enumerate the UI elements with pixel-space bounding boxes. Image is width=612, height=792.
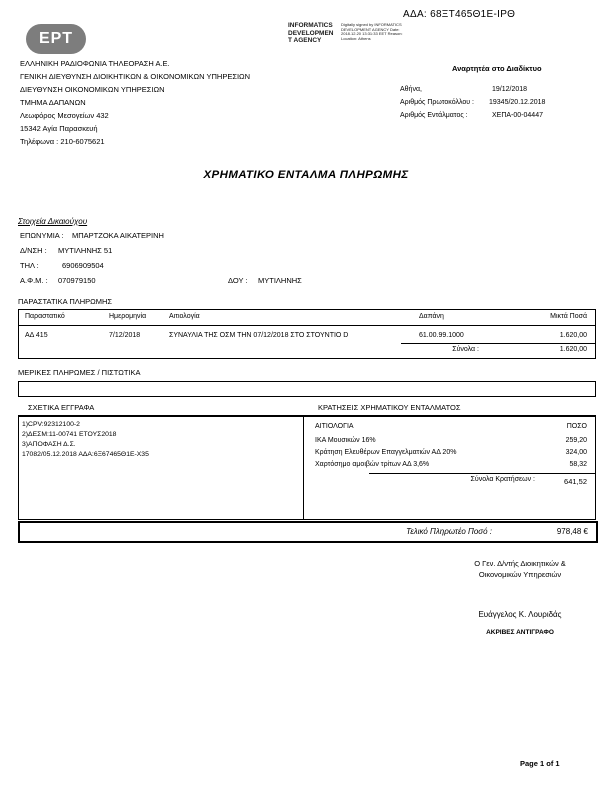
- beneficiary-phone-label: ΤΗΛ :: [20, 261, 39, 270]
- beneficiary-name: ΜΠΑΡΤΖΟΚΑ ΑΙΚΑΤΕΡΙΝΗ: [72, 231, 164, 240]
- signatory-name: Ευάγγελος Κ. Λουριδάς: [478, 610, 562, 619]
- org-name: ΕΛΛΗΝΙΚΗ ΡΑΔΙΟΦΩΝΙΑ ΤΗΛΕΟΡΑΣΗ Α.Ε.: [20, 59, 170, 68]
- city-label: Αθήνα,: [400, 86, 422, 93]
- agency-line: T AGENCY: [288, 37, 322, 44]
- deductions-total-rule: [369, 473, 595, 474]
- ert-logo: EPT: [26, 24, 86, 54]
- partial-payments-heading: ΜΕΡΙΚΕΣ ΠΛΗΡΩΜΕΣ / ΠΙΣΤΩΤΙΚΑ: [18, 368, 141, 377]
- invoice-totals-value: 1.620,00: [559, 346, 587, 353]
- agency-line: INFORMATICS: [288, 22, 333, 29]
- ada-number: ΑΔΑ: 68ΞΤ465Θ1Ε-ΙΡΘ: [403, 9, 516, 20]
- protocol-label: Αριθμός Πρωτοκόλλου :: [400, 99, 474, 106]
- column-divider: [303, 417, 304, 519]
- invoice-row-doc: ΑΔ 415: [25, 332, 48, 339]
- beneficiary-doy: ΜΥΤΙΛΗΝΗΣ: [258, 276, 302, 285]
- beneficiary-name-label: ΕΠΩΝΥΜΙΑ :: [20, 231, 64, 240]
- related-doc-line: 2)ΔΕΣΜ:11-00741 ΕΤΟΥΣ2018: [22, 431, 117, 438]
- related-doc-line: 17082/05.12.2018 ΑΔΑ:6Ξ67465Θ1Ε-Χ35: [22, 451, 149, 458]
- partial-payments-box: [18, 381, 596, 397]
- invoices-table: [18, 309, 596, 359]
- related-doc-line: 3)ΑΠΟΦΑΣΗ Δ.Σ.: [22, 441, 76, 448]
- deduction-row-amount: 259,20: [565, 437, 587, 444]
- table-header-rule: [19, 325, 595, 326]
- org-directorate: ΔΙΕΥΘΥΝΣΗ ΟΙΚΟΝΟΜΙΚΩΝ ΥΠΗΡΕΣΙΩΝ: [20, 85, 165, 94]
- col-header-reason: Αιτιολογία: [169, 313, 200, 320]
- signatory-title-line2: Οικονομικών Υπηρεσιών: [478, 570, 562, 579]
- deduction-row-label: ΙΚΑ Μουσικών 16%: [315, 437, 376, 444]
- final-amount-value: 978,48 €: [556, 527, 588, 536]
- deduction-row-amount: 58,32: [569, 461, 587, 468]
- beneficiary-afm-label: Α.Φ.Μ. :: [20, 276, 48, 285]
- invoice-totals-label: Σύνολα :: [452, 346, 479, 353]
- org-general-directorate: ΓΕΝΙΚΗ ΔΙΕΥΘΥΝΣΗ ΔΙΟΙΚΗΤΙΚΩΝ & ΟΙΚΟΝΟΜΙΚΩΝ ΥΠΗΡΕΣΙΩΝ: [20, 72, 251, 81]
- digital-signature-agency: [288, 22, 334, 45]
- protocol-number: 19345/20.12.2018: [489, 99, 546, 106]
- final-amount-label: Τελικό Πληρωτέο Ποσό :: [406, 527, 492, 536]
- warrant-label: Αριθμός Εντάλματος :: [400, 112, 468, 119]
- totals-rule: [401, 343, 595, 344]
- signatory-title-line1: Ο Γεν. Δ/ντής Διοικητικών &: [474, 559, 566, 568]
- org-street: Λεωφόρος Μεσογείων 432: [20, 111, 109, 120]
- deduction-row-label: Κράτηση Ελευθέρων Επαγγελματιών ΑΔ 20%: [315, 449, 457, 456]
- related-and-deductions-box: [18, 415, 596, 520]
- final-amount-box: [18, 521, 598, 543]
- invoice-row-expense: 61.00.99.1000: [419, 332, 464, 339]
- related-doc-line: 1)CPV:92312100-2: [22, 421, 80, 428]
- col-header-date: Ημερομηνία: [109, 313, 147, 320]
- page-title: ΧΡΗΜΑΤΙΚΟ ΕΝΤΑΛΜΑ ΠΛΗΡΩΜΗΣ: [203, 169, 409, 181]
- col-header-doc: Παραστατικό: [25, 313, 65, 320]
- beneficiary-heading: Στοιχεία Δικαιούχου: [18, 217, 88, 226]
- org-phone: Τηλέφωνα : 210-6075621: [20, 137, 105, 146]
- col-header-expense: Δαπάνη: [419, 313, 444, 320]
- page-indicator: Page 1 of 1: [520, 759, 560, 768]
- city-date: 19/12/2018: [492, 86, 528, 93]
- deduction-row-label: Χαρτόσημο αμοιβών τρίτων ΑΔ 3,6%: [315, 461, 430, 468]
- deduction-col-amount: ΠΟΣΟ: [566, 423, 587, 430]
- agency-line: DEVELOPMEN: [288, 29, 334, 37]
- related-docs-heading: ΣΧΕΤΙΚΑ ΕΓΓΡΑΦΑ: [28, 403, 95, 412]
- invoice-row-gross: 1.620,00: [559, 332, 587, 339]
- certified-copy-label: ΑΚΡΙΒΕΣ ΑΝΤΙΓΡΑΦΟ: [486, 629, 554, 636]
- beneficiary-address-label: Δ/ΝΣΗ :: [20, 246, 47, 255]
- beneficiary-address: ΜΥΤΙΛΗΝΗΣ 51: [58, 246, 113, 255]
- warrant-number: ΧΕΠΑ-00-04447: [492, 112, 543, 119]
- publish-note: Αναρτητέα στο Διαδίκτυο: [452, 64, 542, 73]
- beneficiary-afm: 070979150: [58, 276, 96, 285]
- invoice-row-reason: ΣΥΝΑΥΛΙΑ ΤΗΣ ΟΣΜ ΤΗΝ 07/12/2018 ΣΤΟ ΣΤΟΥΝΤΙΟ D: [169, 332, 349, 339]
- org-city: 15342 Αγία Παρασκευή: [20, 124, 98, 133]
- deduction-row-amount: 324,00: [565, 449, 587, 456]
- deductions-total-label: Σύνολα Κρατήσεων :: [470, 476, 535, 483]
- deductions-heading: ΚΡΑΤΗΣΕΙΣ ΧΡΗΜΑΤΙΚΟΥ ΕΝΤΑΛΜΑΤΟΣ: [318, 403, 461, 412]
- col-header-gross: Μικτά Ποσά: [550, 313, 587, 320]
- deduction-col-reason: ΑΙΤΙΟΛΟΓΙΑ: [315, 423, 354, 430]
- invoices-heading: ΠΑΡΑΣΤΑΤΙΚΑ ΠΛΗΡΩΜΗΣ: [18, 297, 113, 306]
- deductions-total-value: 641,52: [564, 477, 587, 486]
- beneficiary-phone: 6906909504: [62, 261, 104, 270]
- invoice-row-date: 7/12/2018: [109, 332, 141, 339]
- digital-signature-details: Digitally signed by INFORMATICS DEVELOPMENT AGENCY Date: 2018.12.20 13:31:33 EET Reason: Location: Athens: [341, 22, 403, 41]
- beneficiary-doy-label: ΔΟΥ :: [228, 276, 248, 285]
- org-department: ΤΜΗΜΑ ΔΑΠΑΝΩΝ: [20, 98, 86, 107]
